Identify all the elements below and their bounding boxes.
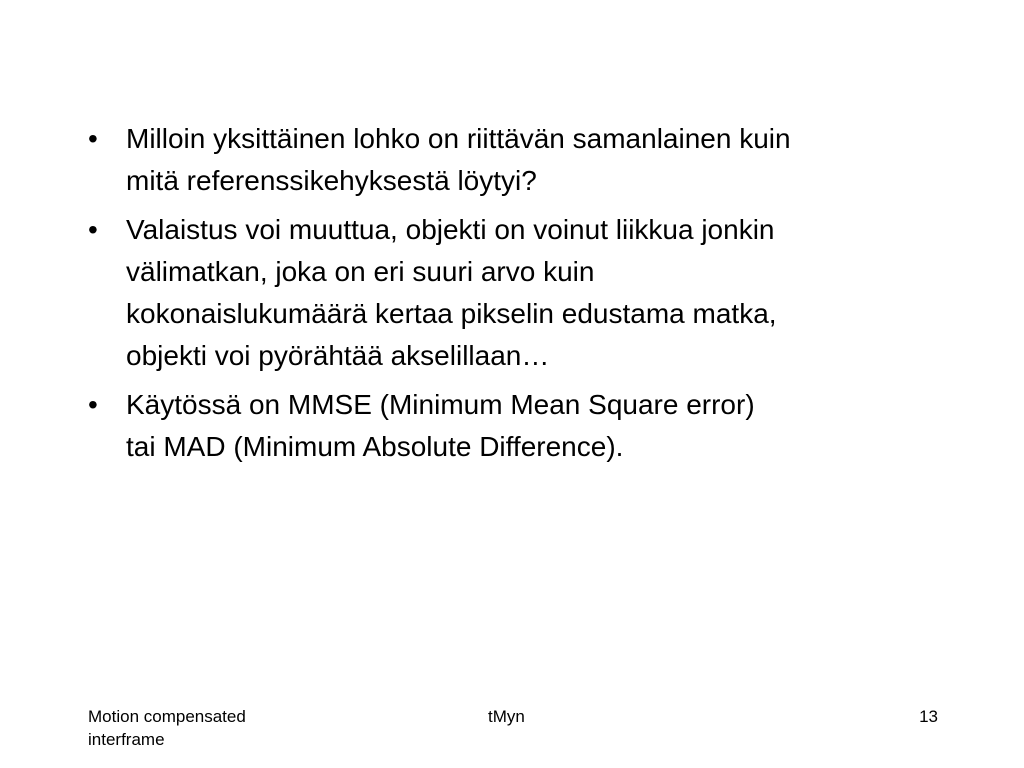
bullet-text-line: mitä referenssikehyksestä löytyi? — [126, 165, 537, 196]
bullet-text-line: kokonaislukumäärä kertaa pikselin edustama matka, — [126, 298, 777, 329]
bullet-text-line: tai MAD (Minimum Absolute Difference). — [126, 431, 624, 462]
bullet-list — [88, 118, 948, 475]
footer-title-line: Motion compensated — [88, 707, 246, 726]
bullet-item — [88, 209, 948, 377]
bullet-text-line: Milloin yksittäinen lohko on riittävän samanlainen kuin — [126, 123, 791, 154]
bullet-item — [88, 118, 948, 202]
bullet-marker: • — [88, 123, 98, 154]
bullet-item — [88, 384, 948, 468]
footer-title-line: interframe — [88, 730, 165, 749]
bullet-text-line: välimatkan, joka on eri suuri arvo kuin — [126, 256, 595, 287]
footer-author: tMyn — [488, 707, 525, 726]
bullet-text-line: Valaistus voi muuttua, objekti on voinut liikkua jonkin — [126, 214, 775, 245]
bullet-text-line: objekti voi pyörähtää akselillaan… — [126, 340, 550, 371]
bullet-text-line: Käytössä on MMSE (Minimum Mean Square error) — [126, 389, 755, 420]
bullet-marker: • — [88, 389, 98, 420]
page-number: 13 — [919, 707, 938, 726]
bullet-marker: • — [88, 214, 98, 245]
footer-title — [88, 705, 328, 751]
